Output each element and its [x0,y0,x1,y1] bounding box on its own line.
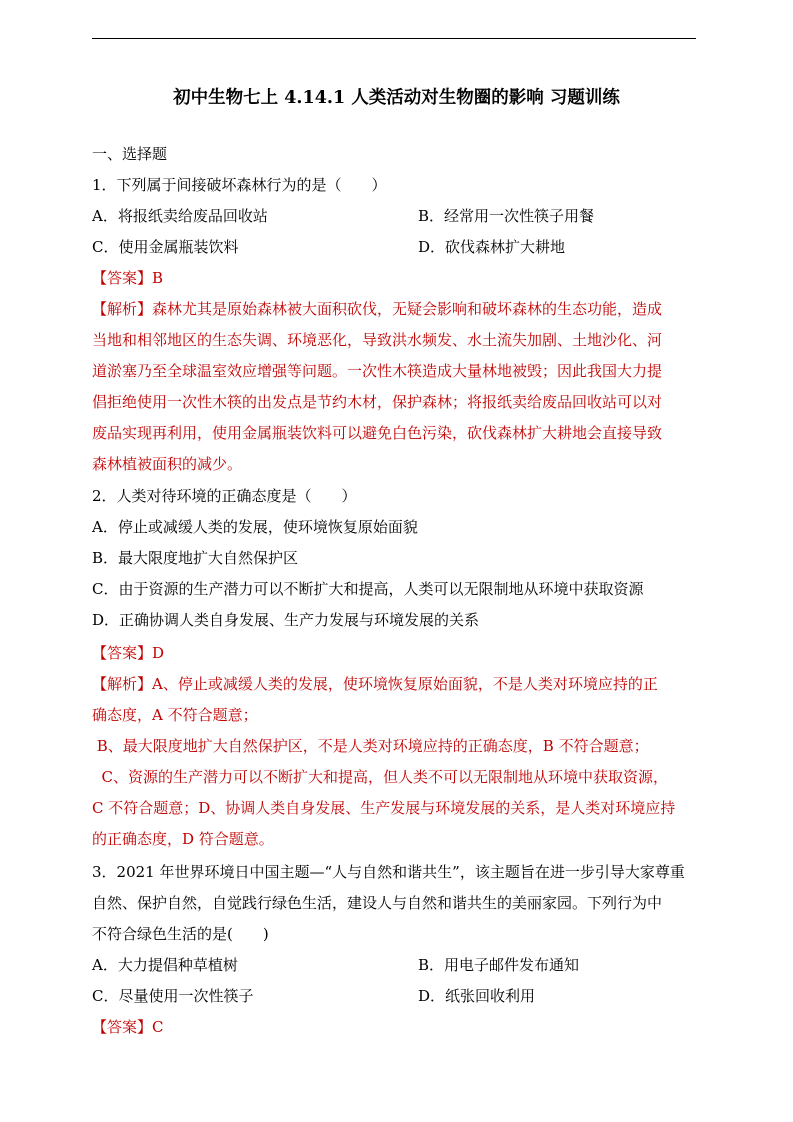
q2-analysis-text: A、停止或减缓人类的发展，使环境恢复原始面貌，不是人类对环境应持的正 [152,675,658,693]
q2-stem: 2．人类对待环境的正确态度是（ ） [92,487,357,505]
q3-option-c: C．尽量使用一次性筷子 [92,987,254,1005]
q2-option-c: C．由于资源的生产潜力可以不断扩大和提高，人类可以无限制地从环境中获取资源 [92,580,644,598]
q2-option-b: B．最大限度地扩大自然保护区 [92,549,299,567]
q3-stem-line: 不符合绿色生活的是( ) [92,925,269,943]
answer-tag: 【答案】 [92,644,153,662]
q2-answer-value: D [152,644,165,662]
q1-option-d: D．砍伐森林扩大耕地 [418,238,566,256]
answer-tag: 【答案】 [92,269,153,287]
q1-analysis-line: 道淤塞乃至全球温室效应增强等问题。一次性木筷造成大量林地被毁；因此我国大力提 [92,362,663,380]
top-rule [92,38,696,39]
answer-tag: 【答案】 [92,1018,153,1036]
q2-analysis-line: C、资源的生产潜力可以不断扩大和提高，但人类不可以无限制地从环境中获取资源， [92,768,669,786]
q1-analysis-text: 森林尤其是原始森林被大面积砍伐，无疑会影响和破坏森林的生态功能，造成 [152,300,663,318]
q1-stem: 1．下列属于间接破坏森林行为的是（ ） [92,176,387,194]
q1-option-a: A．将报纸卖给废品回收站 [92,207,268,225]
q1-analysis-line: 倡拒绝使用一次性木筷的出发点是节约木材，保护森林；将报纸卖给废品回收站可以对 [92,393,663,411]
q2-analysis-line: B、最大限度地扩大自然保护区，不是人类对环境应持的正确态度，B 不符合题意； [92,737,649,755]
q2-analysis-line: 确态度，A 不符合题意； [92,706,258,724]
q3-stem-line: 3．2021 年世界环境日中国主题—“人与自然和谐共生”，该主题旨在进一步引导大家尊重 [92,863,685,881]
q1-analysis-line: 废品实现再利用，使用金属瓶装饮料可以避免白色污染，砍伐森林扩大耕地会直接导致 [92,424,663,442]
q3-option-a: A．大力提倡种草植树 [92,956,238,974]
q2-analysis-line [92,674,658,694]
analysis-tag: 【解析】 [92,675,153,693]
q3-option-d: D．纸张回收利用 [418,987,536,1005]
q2-option-d: D．正确协调人类自身发展、生产力发展与环境发展的关系 [92,611,480,629]
q3-answer-value: C [152,1018,164,1036]
q3-stem-line: 自然、保护自然，自觉践行绿色生活，建设人与自然和谐共生的美丽家园。下列行为中 [92,894,663,912]
q3-answer [92,1017,164,1037]
q1-option-c: C．使用金属瓶装饮料 [92,238,239,256]
q1-analysis-line [92,299,662,319]
analysis-tag: 【解析】 [92,300,153,318]
page-title: 初中生物七上 4.14.1 人类活动对生物圈的影响 习题训练 [173,88,620,108]
q2-answer [92,643,164,663]
q1-analysis-line: 当地和相邻地区的生态失调、环境恶化，导致洪水频发、水土流失加剧、土地沙化、河 [92,331,663,349]
q1-answer-value: B [152,269,164,287]
q1-answer [92,268,163,288]
q3-option-b: B．用电子邮件发布通知 [418,956,580,974]
q2-analysis-line: 的正确态度，D 符合题意。 [92,830,274,848]
q2-option-a: A．停止或减缓人类的发展，使环境恢复原始面貌 [92,518,418,536]
q2-analysis-line: C 不符合题意；D、协调人类自身发展、生产发展与环境发展的关系，是人类对环境应持 [92,799,676,817]
q1-analysis-line: 森林植被面积的减少。 [92,455,243,473]
q1-option-b: B．经常用一次性筷子用餐 [418,207,595,225]
section-heading: 一、选择题 [92,145,168,163]
